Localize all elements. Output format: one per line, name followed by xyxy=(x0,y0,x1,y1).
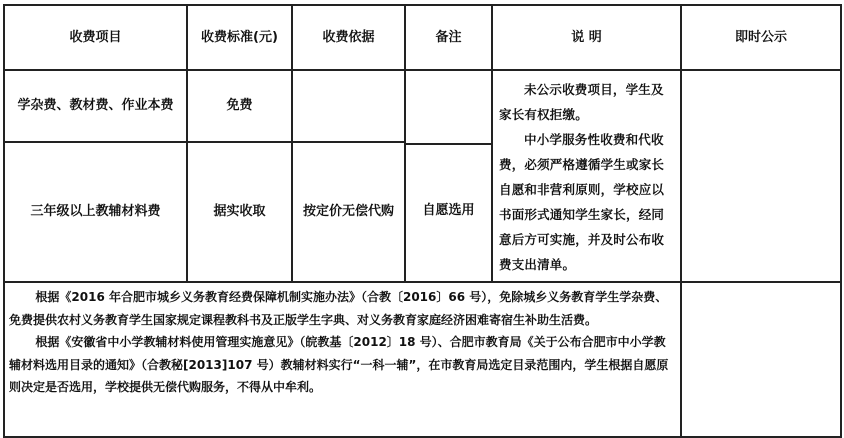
footer-empty-cell xyxy=(681,282,841,437)
row-note xyxy=(406,75,491,145)
footer-notes xyxy=(4,282,681,437)
header-note: 备注 xyxy=(405,5,492,70)
footer-paragraph: 根据《2016 年合肥市城乡义务教育经费保障机制实施办法》（合教〔2016〕66 号），免除城乡义务教育学生学杂费、 免费提供农村义务教育学生国家规定课程教科书及正版学生字典、对义务教育家庭经济困难寄宿生补助生活费。 xyxy=(9,290,668,327)
header-basis: 收费依据 xyxy=(292,5,405,70)
description-paragraph: 未公示收费项目，学生及家长有权拒缴。 xyxy=(499,82,664,122)
description-cell xyxy=(492,70,681,282)
header-standard: 收费标准(元) xyxy=(187,5,292,70)
row-basis xyxy=(292,70,405,142)
header-publicity: 即时公示 xyxy=(681,5,841,70)
header-row xyxy=(4,5,841,70)
publicity-cell xyxy=(681,70,841,282)
row-item: 学杂费、教材费、作业本费 xyxy=(4,70,187,142)
footer-paragraph: 根据《安徽省中小学教辅材料使用管理实施意见》（皖教基〔2012〕18 号）、合肥市教育局《关于公布合肥市中小学教辅材料选用目录的通知》（合教秘[2013]107 号）教辅材料实行“一科一辅”，在市教育局选定目录范围内，学生根据自愿原则决定是否选用，学校提供无偿代购服务，不得从中牟利。 xyxy=(9,335,669,394)
row-item: 三年级以上教辅材料费 xyxy=(4,142,187,282)
fee-table xyxy=(3,4,842,438)
table-row xyxy=(4,70,841,142)
row-basis: 按定价无偿代购 xyxy=(292,142,405,282)
header-description: 说 明 xyxy=(492,5,681,70)
header-item: 收费项目 xyxy=(4,5,187,70)
row-standard: 据实收取 xyxy=(187,142,292,282)
row-note-cell xyxy=(405,70,492,282)
row-note: 自愿选用 xyxy=(422,203,475,219)
description-paragraph: 中小学服务性收费和代收费，必须严格遵循学生或家长自愿和非营利原则，学校应以书面形式通知学生家长，经同意后方可实施，并及时公布收费支出清单。 xyxy=(499,132,665,272)
row-standard: 免费 xyxy=(187,70,292,142)
footer-row xyxy=(4,282,841,437)
